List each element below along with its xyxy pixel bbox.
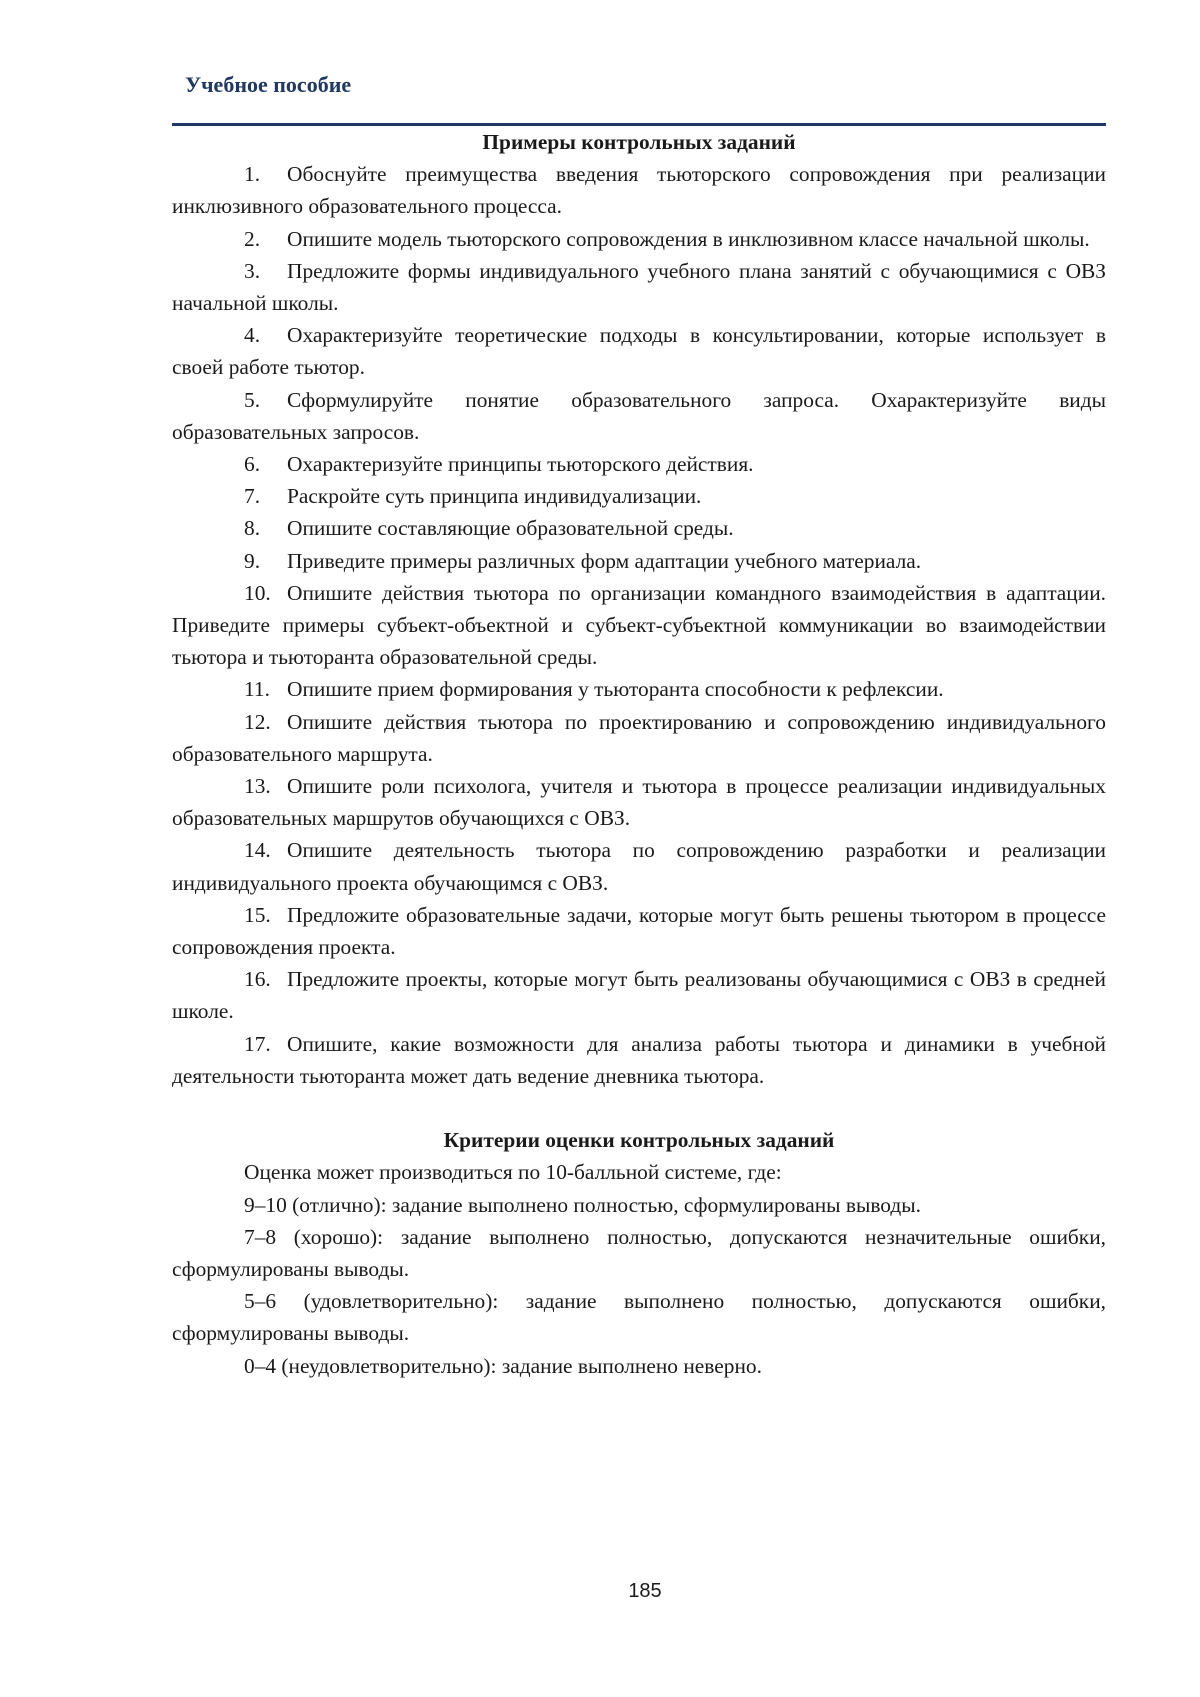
task-number: 3. [244, 258, 261, 283]
task-number: 6. [244, 452, 261, 477]
task-item [172, 899, 1106, 963]
criteria-paragraph: 0–4 (неудовлетворительно): задание выполнено неверно. [244, 1353, 762, 1378]
page-number: 185 [628, 1580, 662, 1602]
task-text: Предложите формы индивидуального учебного плана занятий с обучающимися с ОВЗ начальной школы. [172, 258, 1106, 316]
task-number: 11. [244, 677, 270, 702]
task-text: Опишите действия тьютора по проектированию и сопровождению индивидуального образовательного маршрута. [172, 709, 1106, 766]
task-item [172, 384, 1106, 448]
task-text: Опишите прием формирования у тьюторанта способности к рефлексии. [287, 677, 944, 702]
criteria-paragraph: 5–6 (удовлетворительно): задание выполнено полностью, допускаются ошибки, сформулированы выводы. [172, 1289, 1106, 1346]
criteria-paragraph: Оценка может производиться по 10-балльной системе, где: [244, 1160, 782, 1185]
task-number: 17. [244, 1031, 271, 1056]
task-text: Опишите роли психолога, учителя и тьютора в процессе реализации индивидуальных образовательных маршрутов обучающихся с ОВЗ. [172, 774, 1106, 831]
task-item [172, 255, 1106, 319]
task-number: 14. [244, 838, 271, 863]
tasks-list [172, 158, 1106, 1092]
task-item [172, 673, 1106, 705]
tasks-section-heading: Примеры контрольных заданий [482, 130, 796, 154]
task-item [172, 1028, 1106, 1092]
task-item [172, 158, 1106, 222]
task-item [172, 480, 1106, 512]
task-text: Сформулируйте понятие образовательного запроса. Охарактеризуйте виды образовательных запросов. [172, 387, 1106, 444]
task-number: 12. [244, 709, 271, 734]
criteria-paragraph: 7–8 (хорошо): задание выполнено полностью, допускаются незначительные ошибки, сформулированы выводы. [172, 1224, 1106, 1281]
criteria-section-heading: Критерии оценки контрольных заданий [443, 1128, 835, 1153]
task-text: Опишите составляющие образовательной среды. [287, 516, 734, 541]
running-header-title: Учебное пособие [185, 72, 352, 97]
task-item [172, 512, 1106, 544]
task-item [172, 770, 1106, 834]
task-text: Предложите проекты, которые могут быть реализованы обучающимися с ОВЗ в средней школе. [172, 967, 1106, 1024]
task-number: 15. [244, 902, 271, 927]
task-item [172, 834, 1106, 898]
task-number: 16. [244, 967, 271, 992]
task-text: Опишите, какие возможности для анализа работы тьютора и динамики в учебной деятельности тьюторанта может дать ведение дневника тьютора. [172, 1031, 1106, 1088]
task-text: Опишите деятельность тьютора по сопровождению разработки и реализации индивидуального проекта обучающимся с ОВЗ. [172, 838, 1106, 895]
task-text: Опишите действия тьютора по организации командного взаимодействия в адаптации. Приведите примеры субъект-объектной и субъект-субъектной коммуникации во взаимодействии тьютора и тьюторанта образовательной среды. [172, 580, 1106, 670]
task-text: Предложите образовательные задачи, которые могут быть решены тьютором в процессе сопровождения проекта. [172, 902, 1106, 960]
task-number: 7. [244, 484, 261, 509]
task-number: 1. [244, 162, 261, 187]
task-text: Раскройте суть принципа индивидуализации. [287, 484, 702, 509]
task-number: 5. [244, 387, 261, 412]
task-item [172, 545, 1106, 577]
task-item [172, 963, 1106, 1027]
task-item [172, 577, 1106, 674]
task-text: Охарактеризуйте теоретические подходы в консультировании, которые использует в своей работе тьютор. [172, 323, 1106, 380]
task-item [172, 319, 1106, 383]
task-number: 10. [244, 580, 271, 605]
task-number: 9. [244, 548, 261, 573]
task-item [172, 706, 1106, 770]
task-number: 8. [244, 516, 261, 541]
task-text: Опишите модель тьюторского сопровождения в инклюзивном классе начальной школы. [287, 226, 1090, 251]
task-text: Приведите примеры различных форм адаптации учебного материала. [287, 548, 922, 573]
task-item [172, 223, 1106, 255]
task-text: Охарактеризуйте принципы тьюторского действия. [287, 452, 754, 477]
task-number: 4. [244, 323, 261, 348]
task-text: Обоснуйте преимущества введения тьюторского сопровождения при реализации инклюзивного образовательного процесса. [172, 162, 1106, 219]
criteria-paragraph: 9–10 (отлично): задание выполнено полностью, сформулированы выводы. [244, 1192, 921, 1217]
page-content [172, 126, 1106, 1382]
task-number: 2. [244, 226, 261, 251]
task-item [172, 448, 1106, 480]
task-number: 13. [244, 774, 271, 799]
